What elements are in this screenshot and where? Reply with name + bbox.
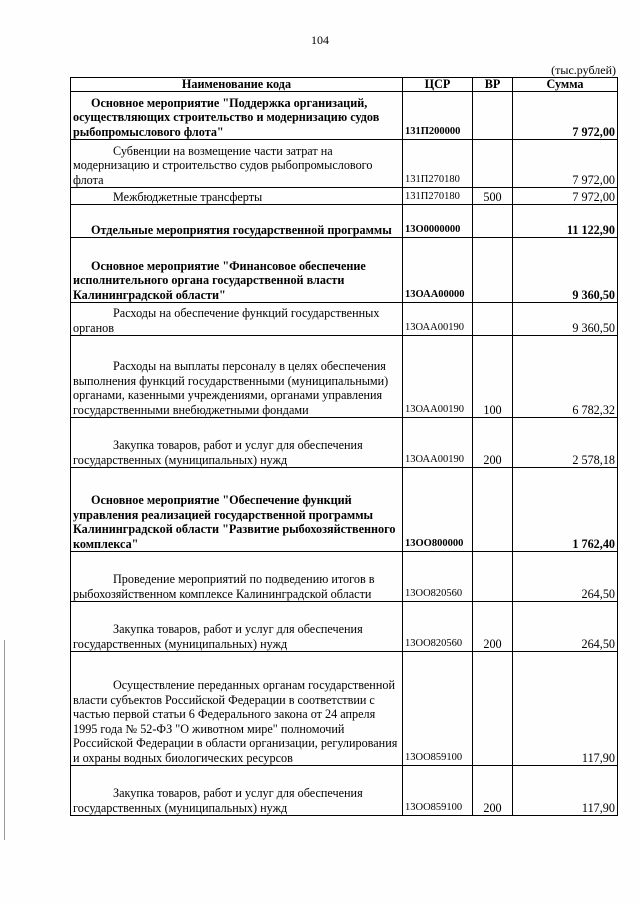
table-row	[71, 602, 618, 652]
row-vr	[473, 92, 513, 140]
row-vr	[473, 303, 513, 336]
row-code: 13ОО820560	[403, 602, 473, 652]
table-row	[71, 468, 618, 552]
row-code: 13ОАА00190	[403, 303, 473, 336]
row-code: 13ОАА00000	[403, 238, 473, 303]
row-sum: 2 578,18	[513, 418, 618, 468]
row-name: Субвенции на возмещение части затрат на модернизацию и строительство судов рыбопромыслового флота	[71, 140, 403, 188]
row-vr: 200	[473, 602, 513, 652]
table-row	[71, 238, 618, 303]
table-header-row	[71, 78, 618, 92]
row-name: Расходы на выплаты персоналу в целях обеспечения выполнения функций государственными (муниципальными) органами, казенными учреждениями, органами управления государственными внебюджетными фондами	[71, 336, 403, 418]
row-sum: 9 360,50	[513, 238, 618, 303]
row-sum: 264,50	[513, 602, 618, 652]
row-name: Межбюджетные трансферты	[71, 188, 403, 205]
row-vr: 100	[473, 336, 513, 418]
row-sum: 264,50	[513, 552, 618, 602]
row-name: Проведение мероприятий по подведению итогов в рыбохозяйственном комплексе Калининградской области	[71, 552, 403, 602]
row-vr: 500	[473, 188, 513, 205]
row-code: 13ОО859100	[403, 652, 473, 766]
row-code: 13ОО800000	[403, 468, 473, 552]
row-code: 131П200000	[403, 92, 473, 140]
table-row	[71, 188, 618, 205]
row-name: Основное мероприятие "Финансовое обеспечение исполнительного органа государственной власти Калининградской области"	[71, 238, 403, 303]
row-vr: 200	[473, 766, 513, 816]
row-sum: 6 782,32	[513, 336, 618, 418]
row-sum: 7 972,00	[513, 140, 618, 188]
row-vr	[473, 468, 513, 552]
row-code: 13ОАА00190	[403, 418, 473, 468]
row-name: Закупка товаров, работ и услуг для обеспечения государственных (муниципальных) нужд	[71, 418, 403, 468]
table-row	[71, 418, 618, 468]
row-code: 13О0000000	[403, 205, 473, 238]
row-vr	[473, 238, 513, 303]
row-vr	[473, 140, 513, 188]
row-vr	[473, 652, 513, 766]
header-sum: Сумма	[513, 78, 618, 92]
table-row	[71, 140, 618, 188]
row-code: 131П270180	[403, 188, 473, 205]
header-name: Наименование кода	[71, 78, 403, 92]
page-number: 104	[311, 33, 329, 47]
row-sum: 7 972,00	[513, 188, 618, 205]
budget-table	[70, 77, 618, 816]
row-code: 131П270180	[403, 140, 473, 188]
row-sum: 11 122,90	[513, 205, 618, 238]
row-vr	[473, 205, 513, 238]
table-row	[71, 336, 618, 418]
row-code: 13ОО859100	[403, 766, 473, 816]
scan-edge-mark	[4, 640, 5, 840]
header-vr: ВР	[473, 78, 513, 92]
row-sum: 117,90	[513, 652, 618, 766]
row-name: Основное мероприятие "Поддержка организаций, осуществляющих строительство и модернизацию судов рыбопромыслового флота"	[71, 92, 403, 140]
row-code: 13ОО820560	[403, 552, 473, 602]
row-sum: 117,90	[513, 766, 618, 816]
row-sum: 7 972,00	[513, 92, 618, 140]
table-row	[71, 303, 618, 336]
table-row	[71, 205, 618, 238]
row-name: Закупка товаров, работ и услуг для обеспечения государственных (муниципальных) нужд	[71, 602, 403, 652]
row-name: Закупка товаров, работ и услуг для обеспечения государственных (муниципальных) нужд	[71, 766, 403, 816]
row-vr: 200	[473, 418, 513, 468]
header-csr: ЦСР	[403, 78, 473, 92]
table-row	[71, 552, 618, 602]
row-name: Осуществление переданных органам государственной власти субъектов Российской Федерации в соответствии с частью первой статьи 6 Федерального закона от 24 апреля 1995 года № 52-ФЗ "О животном мире" полномочий Российской Федерации в области организации, регулирования и охраны водных биологических ресурсов	[71, 652, 403, 766]
row-vr	[473, 552, 513, 602]
row-name: Расходы на обеспечение функций государственных органов	[71, 303, 403, 336]
row-sum: 9 360,50	[513, 303, 618, 336]
table-row	[71, 652, 618, 766]
row-name: Отдельные мероприятия государственной программы	[71, 205, 403, 238]
table-row	[71, 92, 618, 140]
units-label: (тыс.рублей)	[551, 63, 616, 77]
row-name: Основное мероприятие "Обеспечение функций управления реализацией государственной программы Калининградской области "Развитие рыбохозяйственного комплекса"	[71, 468, 403, 552]
table-row	[71, 766, 618, 816]
row-code: 13ОАА00190	[403, 336, 473, 418]
row-sum: 1 762,40	[513, 468, 618, 552]
